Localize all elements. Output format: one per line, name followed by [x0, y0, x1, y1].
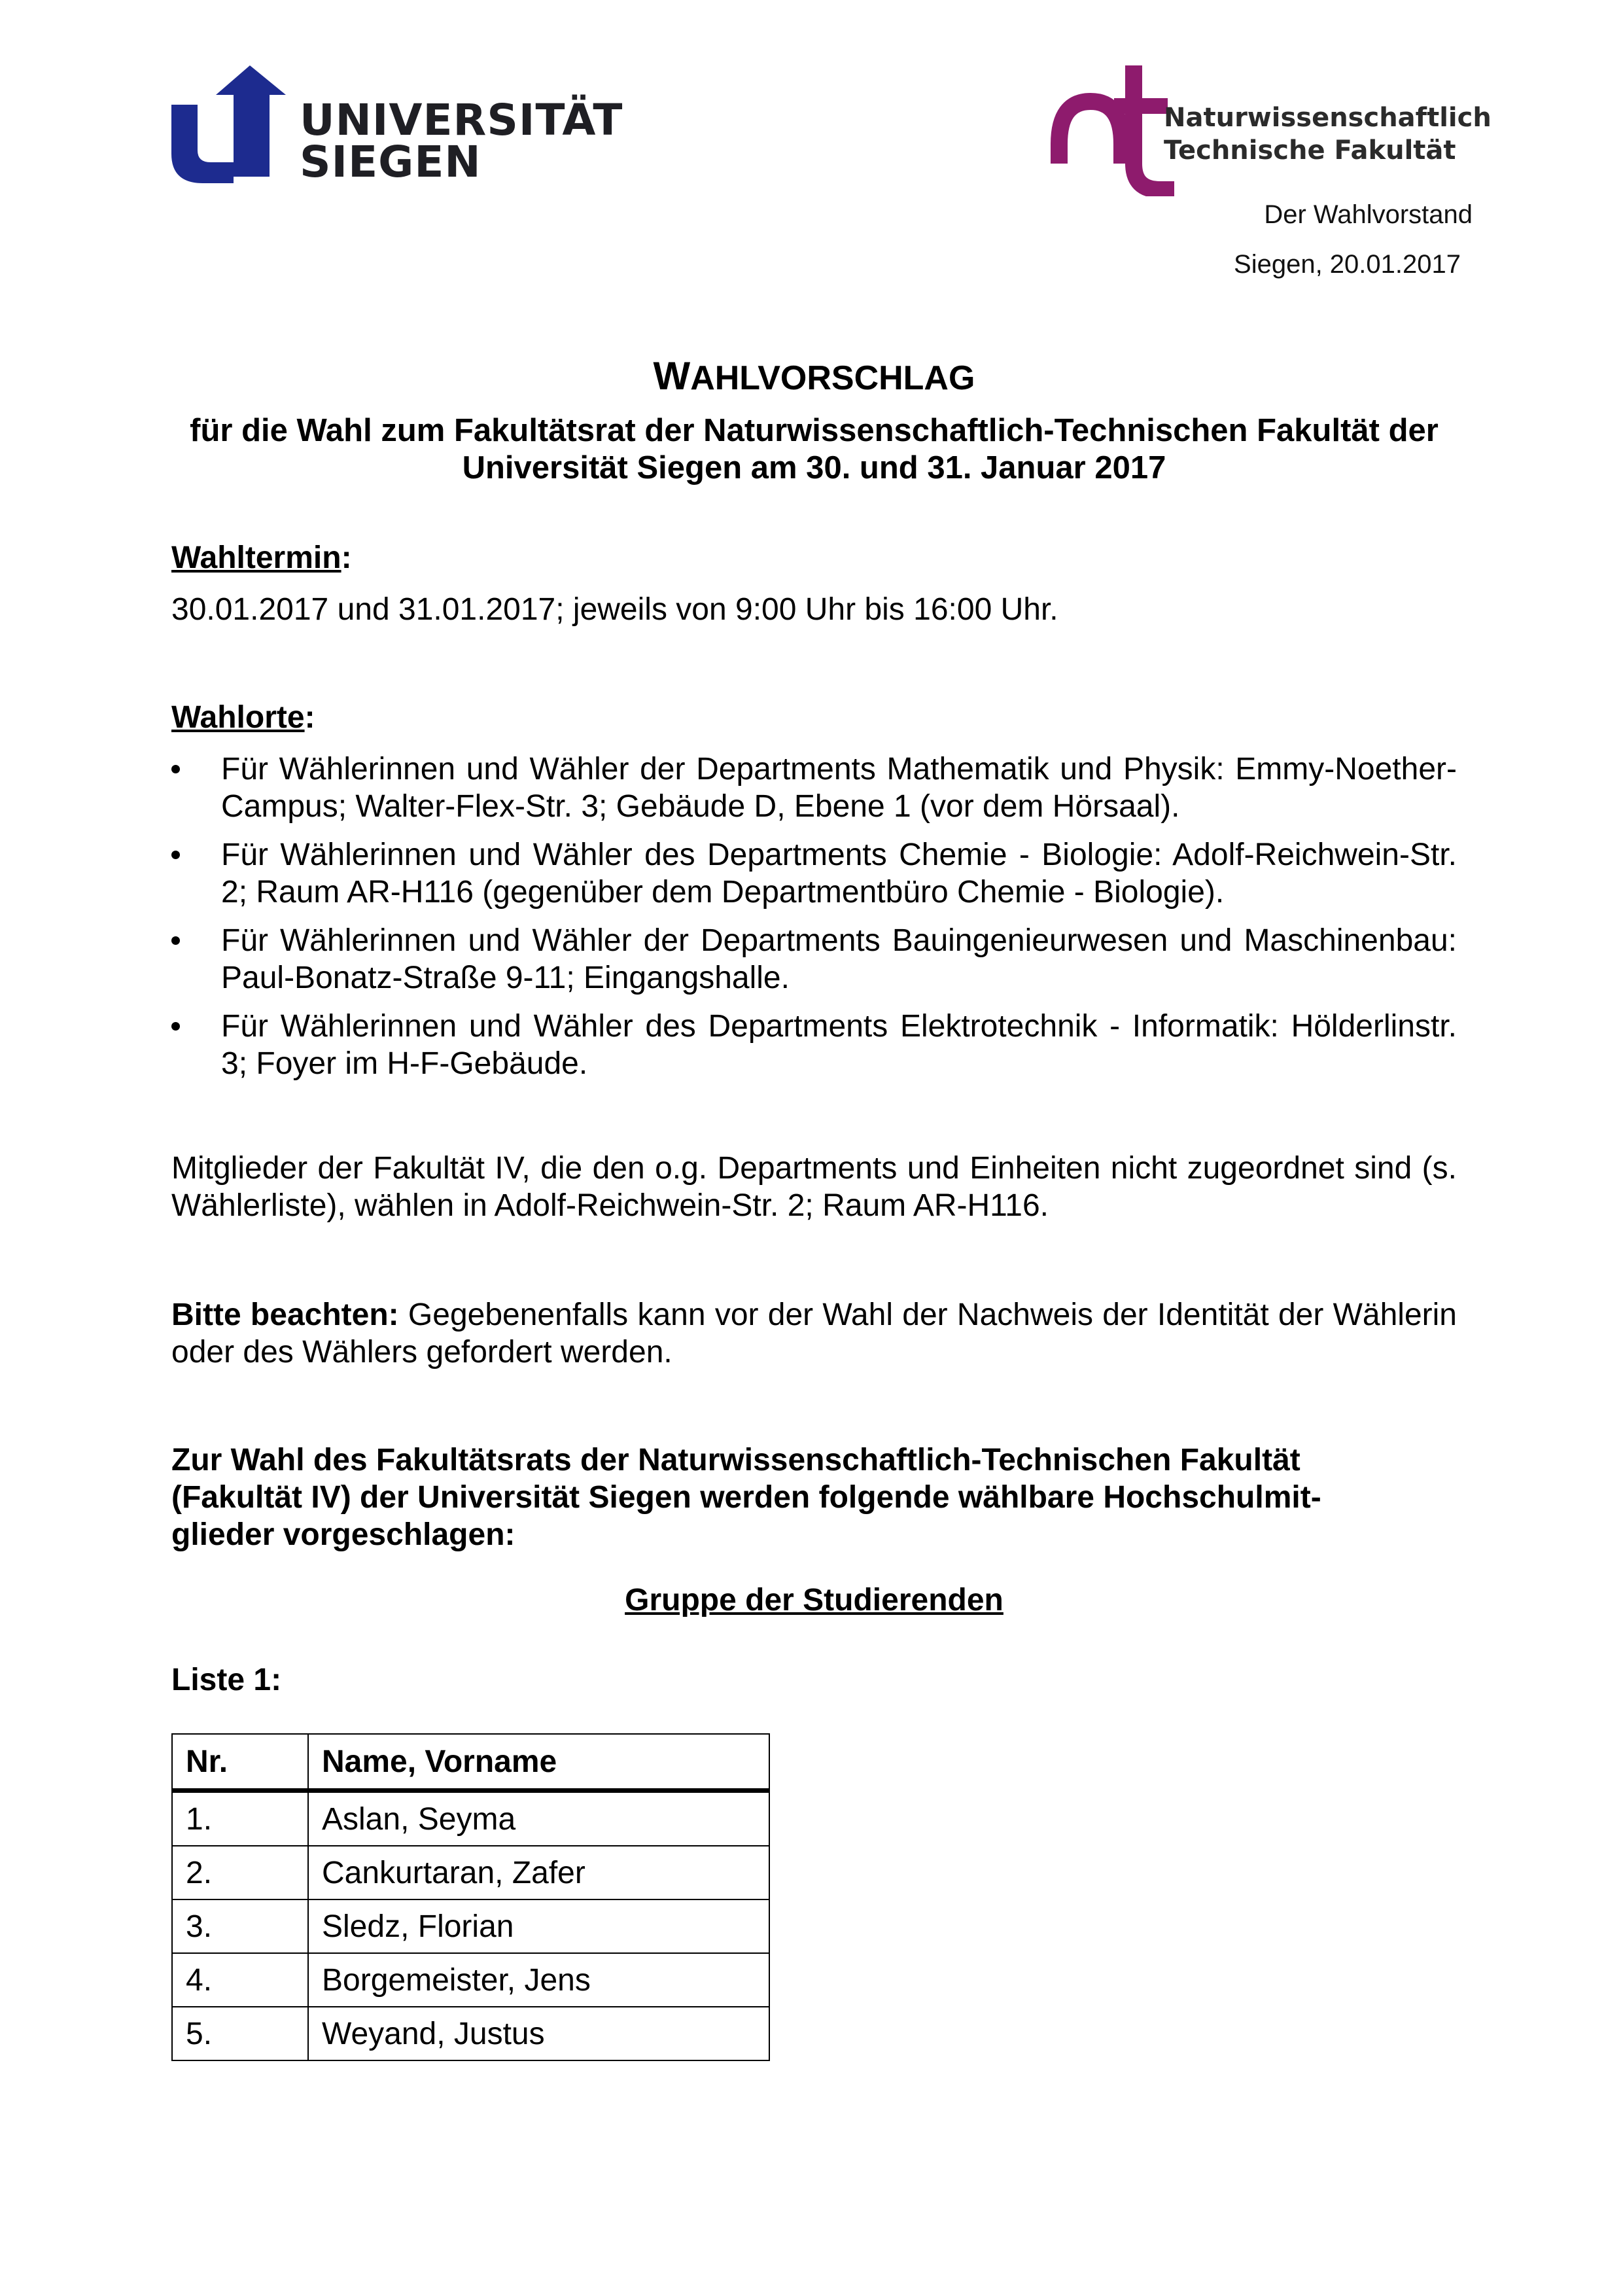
candidate-table: [171, 1733, 770, 2061]
table-row: [172, 1953, 769, 2007]
members-note: Mitglieder der Fakultät IV, die den o.g. Departments und Einheiten nicht zugeordnet sind (s. Wählerliste), wählen in Adolf-Reichwein-Str. 2; Raum AR-H116.: [171, 1151, 1457, 1223]
issuer-block: [1234, 190, 1473, 289]
wahlort-text: Für Wählerinnen und Wähler des Departments Chemie - Biologie: Adolf-Reichwein-Str. 2; Raum AR-H116 (gegenüber dem Departmentbüro Chemie - Biologie).: [221, 838, 1457, 910]
document-subtitle: für die Wahl zum Fakultätsrat der Naturwissenschaftlich-Technischen Fakultät der Universität Siegen am 30. und 31. Januar 2017: [190, 413, 1439, 486]
wahltermin-label: Wahltermin: [171, 540, 341, 575]
faculty-logo-line-1: Naturwissenschaftlich: [1164, 103, 1492, 133]
faculty-logo-wordmark: [1164, 101, 1492, 167]
column-header-nr: Nr.: [172, 1734, 308, 1791]
wahlort-text: Für Wählerinnen und Wähler der Departments Mathematik und Physik: Emmy-Noether-Campus; Walter-Flex-Str. 3; Gebäude D, Ebene 1 (vor dem Hörsaal).: [221, 752, 1457, 824]
cell-name: Aslan, Seyma: [308, 1791, 769, 1846]
table-header-row: [172, 1734, 769, 1791]
wahltermin-heading: Wahltermin:: [171, 540, 352, 575]
place-date: Siegen, 20.01.2017: [1234, 250, 1461, 279]
faculty-nt-logo: [1050, 65, 1492, 196]
notice-text: Gegebenenfalls kann vor der Wahl der Nachweis der Identität der Wählerin oder des Wählers gefordert werden.: [171, 1298, 1457, 1369]
cell-nr: 1.: [172, 1791, 308, 1846]
group-title: Gruppe der Studierenden: [625, 1583, 1003, 1617]
cell-name: Cankurtaran, Zafer: [308, 1846, 769, 1899]
faculty-logo-line-2: Technische Fakultät: [1164, 135, 1456, 166]
issuer-name: Der Wahlvorstand: [1264, 200, 1473, 229]
university-logo-line-1: UNIVERSITÄT: [300, 95, 623, 145]
cell-name: Sledz, Florian: [308, 1899, 769, 1953]
wahlort-text: Für Wählerinnen und Wähler der Departments Bauingenieurwesen und Maschinenbau: Paul-Bonatz-Straße 9-11; Eingangshalle.: [221, 923, 1457, 995]
document-title: [171, 354, 1457, 398]
table-row: [172, 1899, 769, 1953]
university-logo-wordmark: [300, 95, 623, 187]
bullet-icon: [171, 765, 180, 773]
wahlorte-label: Wahlorte: [171, 700, 305, 735]
list-item: [171, 922, 1457, 997]
document-title-initial: W: [653, 354, 691, 398]
university-siegen-logo: [171, 65, 623, 187]
bullet-icon: [171, 1022, 180, 1031]
cell-nr: 3.: [172, 1899, 308, 1953]
university-logo-mark-icon: [171, 65, 286, 183]
notice-paragraph: [171, 1296, 1457, 1371]
cell-name: Borgemeister, Jens: [308, 1953, 769, 2007]
cell-name: Weyand, Justus: [308, 2007, 769, 2060]
bullet-icon: [171, 851, 180, 859]
wahltermin-text: 30.01.2017 und 31.01.2017; jeweils von 9:00 Uhr bis 16:00 Uhr.: [171, 592, 1058, 627]
wahlort-text: Für Wählerinnen und Wähler des Departments Elektrotechnik - Informatik: Hölderlinstr. 3; Foyer im H-F-Gebäude.: [221, 1009, 1457, 1081]
cell-nr: 5.: [172, 2007, 308, 2060]
notice-label: Bitte beachten:: [171, 1298, 399, 1332]
wahlorte-heading: Wahlorte:: [171, 700, 315, 735]
wahlorte-list: [171, 751, 1457, 1082]
table-row: [172, 2007, 769, 2060]
university-logo-line-2: SIEGEN: [300, 137, 481, 187]
list-item: [171, 751, 1457, 825]
table-row: [172, 1846, 769, 1899]
cell-nr: 2.: [172, 1846, 308, 1899]
document-body: [171, 354, 1457, 2061]
list-label: Liste 1:: [171, 1663, 282, 1697]
column-header-name: Name, Vorname: [308, 1734, 769, 1791]
document-title-rest: AHLVORSCHLAG: [690, 359, 975, 397]
list-item: [171, 836, 1457, 911]
proposal-intro: Zur Wahl des Fakultätsrats der Naturwissenschaftlich-Technischen Fakultät (Fakultät IV) der Universität Siegen werden folgende wählbare Hochschulmit-glieder vorgeschlagen:: [171, 1443, 1321, 1552]
cell-nr: 4.: [172, 1953, 308, 2007]
bullet-icon: [171, 936, 180, 945]
list-item: [171, 1008, 1457, 1082]
table-row: [172, 1791, 769, 1846]
